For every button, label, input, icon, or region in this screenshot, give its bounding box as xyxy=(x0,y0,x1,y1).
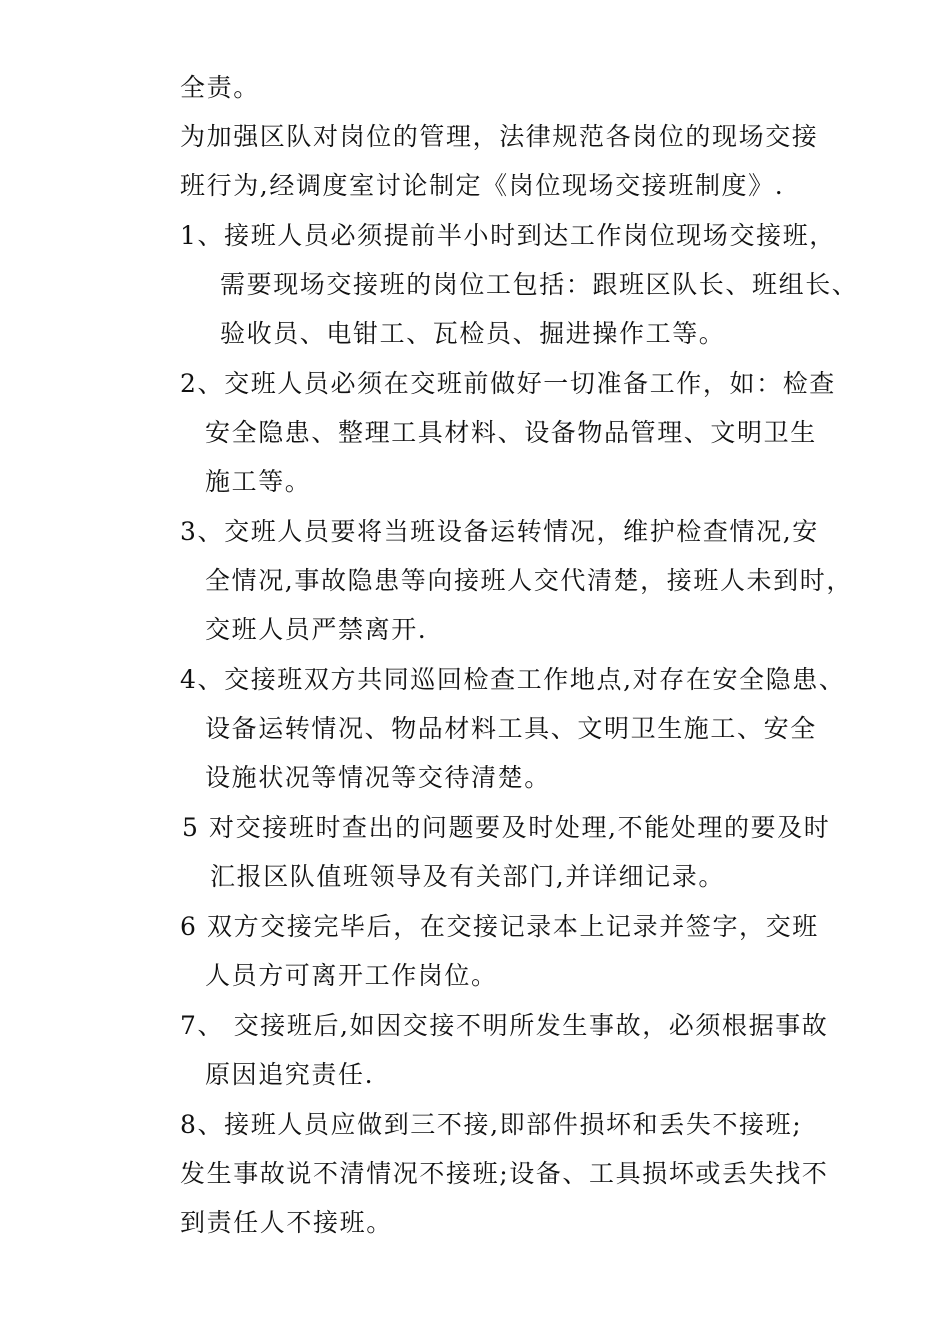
text-line: 交班人员严禁离开. xyxy=(205,615,428,644)
list-item-1: 1、接班人员必须提前半小时到达工作岗位现场交接班， xyxy=(180,221,836,250)
list-item-8: 8、接班人员应做到三不接,即部件损坏和丢失不接班; xyxy=(180,1110,803,1139)
list-item-5: 5 对交接班时查出的问题要及时处理,不能处理的要及时 xyxy=(182,813,831,842)
list-item-6: 6 双方交接完毕后，在交接记录本上记录并签字，交班 xyxy=(180,912,819,941)
text-line: 到责任人不接班。 xyxy=(180,1208,393,1237)
text-line: 验收员、电钳工、瓦检员、掘进操作工等。 xyxy=(220,319,726,348)
list-item-2: 2、交班人员必须在交班前做好一切准备工作，如：检查 xyxy=(180,369,836,398)
list-item-3: 3、交班人员要将当班设备运转情况，维护检查情况,安 xyxy=(180,517,819,546)
text-line: 汇报区队值班领导及有关部门,并详细记录。 xyxy=(210,862,725,891)
text-line: 发生事故说不清情况不接班;设备、工具损坏或丢失找不 xyxy=(180,1159,829,1188)
text-line: 全情况,事故隐患等向接班人交代清楚，接班人未到时， xyxy=(205,566,853,595)
text-line: 施工等。 xyxy=(205,467,312,496)
text-line: 原因追究责任. xyxy=(205,1060,375,1089)
text-line: 设施状况等情况等交待清楚。 xyxy=(205,763,551,792)
list-item-4: 4、交接班双方共同巡回检查工作地点,对存在安全隐患、 xyxy=(180,665,846,694)
list-item-7: 7、 交接班后,如因交接不明所发生事故，必须根据事故 xyxy=(180,1011,829,1040)
text-line: 人员方可离开工作岗位。 xyxy=(205,961,498,990)
text-line: 为加强区队对岗位的管理，法律规范各岗位的现场交接 xyxy=(180,122,819,151)
text-line: 安全隐患、整理工具材料、设备物品管理、文明卫生 xyxy=(205,418,817,447)
text-line: 设备运转情况、物品材料工具、文明卫生施工、安全 xyxy=(205,714,817,743)
text-line: 需要现场交接班的岗位工包括：跟班区队长、班组长、 xyxy=(220,270,859,299)
text-line: 全责。 xyxy=(180,73,260,102)
text-line: 班行为,经调度室讨论制定《岗位现场交接班制度》. xyxy=(180,171,785,200)
